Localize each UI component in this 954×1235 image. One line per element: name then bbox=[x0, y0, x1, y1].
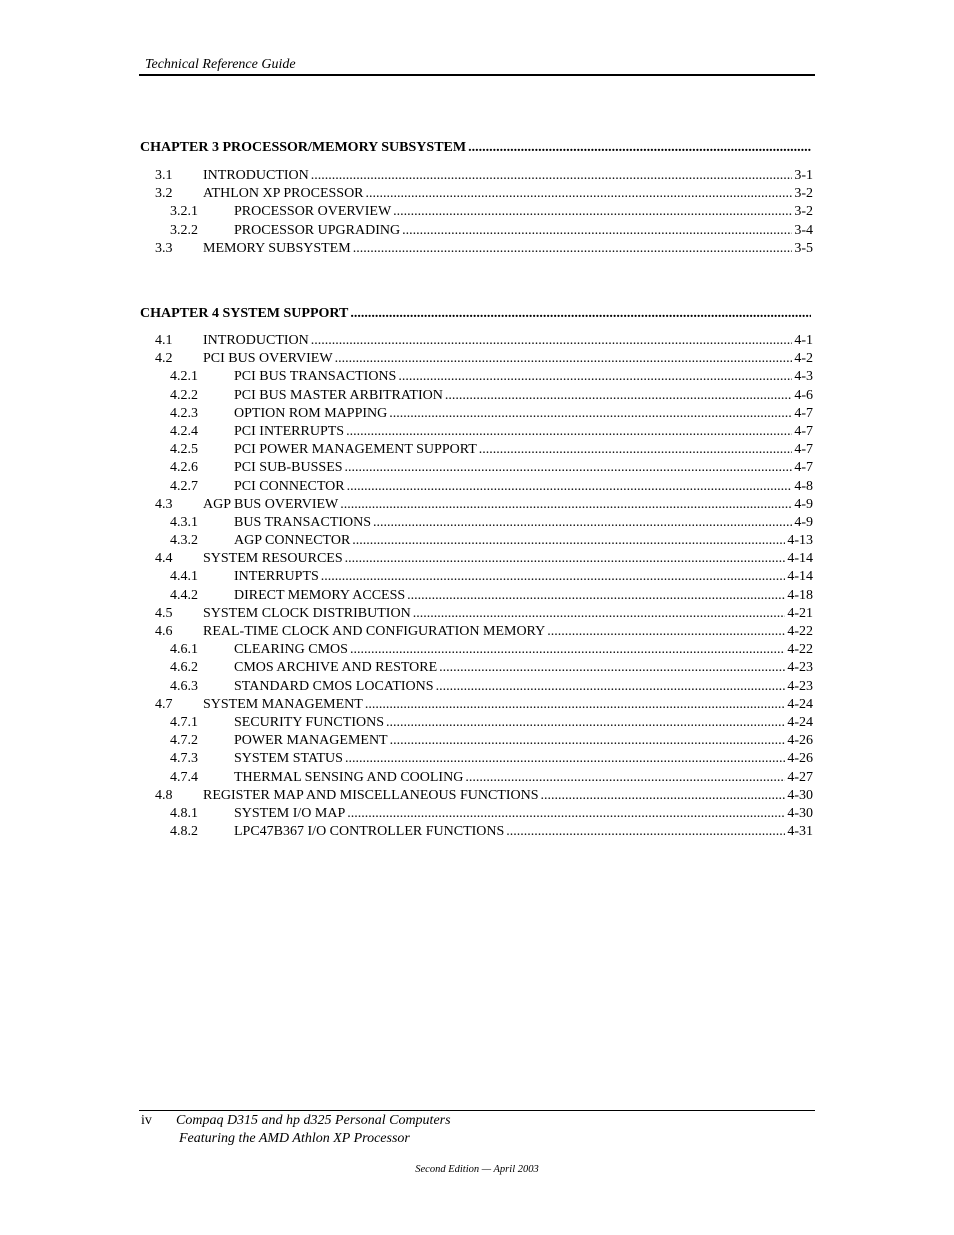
entry-page: 4-9 bbox=[794, 496, 813, 512]
dot-leader bbox=[407, 587, 785, 605]
entry-label: SYSTEM RESOURCES bbox=[203, 551, 343, 567]
entry-label: STANDARD CMOS LOCATIONS bbox=[234, 678, 434, 694]
dot-leader bbox=[345, 750, 785, 768]
toc-list bbox=[140, 167, 813, 258]
entry-page: 4-18 bbox=[787, 587, 813, 603]
dot-leader bbox=[393, 203, 792, 221]
dot-leader bbox=[389, 405, 792, 423]
entry-label: PCI BUS TRANSACTIONS bbox=[234, 369, 397, 385]
entry-number: 4.8 bbox=[155, 787, 173, 803]
toc-entry[interactable] bbox=[140, 240, 813, 258]
entry-label: ATHLON XP PROCESSOR bbox=[203, 186, 364, 202]
entry-page: 4-22 bbox=[787, 642, 813, 658]
toc-entry[interactable] bbox=[140, 605, 813, 623]
entry-label: BUS TRANSACTIONS bbox=[234, 514, 372, 530]
entry-label: SYSTEM MANAGEMENT bbox=[203, 696, 363, 712]
entry-label: PCI SUB-BUSSES bbox=[234, 460, 343, 476]
entry-page: 4-7 bbox=[794, 460, 813, 476]
toc-entry[interactable] bbox=[140, 732, 813, 750]
dot-leader bbox=[398, 368, 792, 386]
dot-leader bbox=[345, 459, 793, 477]
entry-label: INTRODUCTION bbox=[203, 168, 309, 183]
entry-page: 4-6 bbox=[794, 387, 813, 403]
entry-number: 4.2.1 bbox=[170, 369, 198, 385]
dot-leader bbox=[347, 805, 785, 823]
dot-leader bbox=[439, 659, 785, 677]
entry-page: 4-21 bbox=[787, 605, 813, 621]
entry-label: AGP BUS OVERVIEW bbox=[203, 496, 339, 512]
entry-number: 4.3.2 bbox=[170, 533, 198, 549]
dot-leader bbox=[436, 678, 786, 696]
dot-leader bbox=[386, 714, 785, 732]
toc-entry[interactable] bbox=[140, 769, 813, 787]
dot-leader bbox=[413, 605, 786, 623]
toc-entry[interactable] bbox=[140, 714, 813, 732]
entry-number: 4.4 bbox=[155, 551, 173, 567]
toc-entry[interactable] bbox=[140, 587, 813, 605]
entry-label: INTERRUPTS bbox=[234, 569, 319, 585]
entry-number: 4.6.1 bbox=[170, 642, 198, 658]
toc-entry[interactable] bbox=[140, 332, 813, 350]
toc-entry[interactable] bbox=[140, 167, 813, 185]
toc-entry[interactable] bbox=[140, 659, 813, 677]
entry-number: 4.8.1 bbox=[170, 805, 198, 821]
dot-leader bbox=[468, 140, 811, 156]
entry-number: 4.8.2 bbox=[170, 824, 198, 840]
dot-leader bbox=[506, 823, 785, 841]
toc-list bbox=[140, 332, 813, 841]
entry-page: 4-31 bbox=[787, 824, 813, 840]
dot-leader bbox=[352, 532, 785, 550]
entry-label: MEMORY SUBSYSTEM bbox=[203, 240, 351, 256]
dot-leader bbox=[347, 478, 793, 496]
entry-label: REAL-TIME CLOCK AND CONFIGURATION MEMORY bbox=[203, 624, 546, 639]
toc-entry[interactable] bbox=[140, 805, 813, 823]
dot-leader bbox=[365, 696, 785, 714]
entry-number: 4.6.3 bbox=[170, 678, 198, 694]
header-rule bbox=[139, 74, 815, 76]
toc-entry[interactable] bbox=[140, 387, 813, 405]
entry-label: INTRODUCTION bbox=[203, 333, 309, 348]
toc-entry[interactable] bbox=[140, 641, 813, 659]
entry-label: THERMAL SENSING AND COOLING bbox=[234, 769, 464, 785]
entry-label: PCI INTERRUPTS bbox=[234, 423, 345, 439]
entry-label: PROCESSOR UPGRADING bbox=[234, 222, 401, 238]
entry-page: 3-2 bbox=[794, 186, 813, 202]
dot-leader bbox=[311, 167, 793, 185]
toc-entry[interactable] bbox=[140, 550, 813, 568]
entry-label: PCI POWER MANAGEMENT SUPPORT bbox=[234, 442, 477, 458]
entry-page: 4-30 bbox=[787, 787, 813, 803]
entry-label: POWER MANAGEMENT bbox=[234, 733, 388, 749]
dot-leader bbox=[479, 441, 793, 459]
entry-number: 3.1 bbox=[155, 168, 173, 183]
entry-page: 4-24 bbox=[787, 714, 813, 730]
entry-number: 4.4.1 bbox=[170, 569, 198, 585]
toc-entry[interactable] bbox=[140, 478, 813, 496]
entry-label: AGP CONNECTOR bbox=[234, 533, 351, 549]
entry-label: DIRECT MEMORY ACCESS bbox=[234, 587, 406, 603]
entry-page: 3-1 bbox=[794, 168, 813, 183]
entry-page: 3-4 bbox=[794, 222, 813, 238]
entry-number: 4.2.4 bbox=[170, 423, 198, 439]
entry-number: 3.2.2 bbox=[170, 222, 198, 238]
dot-leader bbox=[346, 423, 792, 441]
entry-page: 4-8 bbox=[794, 478, 813, 494]
entry-number: 4.2.3 bbox=[170, 405, 198, 421]
entry-page: 4-14 bbox=[787, 569, 813, 585]
entry-page: 4-23 bbox=[787, 660, 813, 676]
entry-page: 4-3 bbox=[794, 369, 813, 385]
dot-leader bbox=[445, 387, 792, 405]
entry-number: 4.7.3 bbox=[170, 751, 198, 767]
chapter-heading[interactable] bbox=[140, 140, 813, 156]
chapter-heading[interactable] bbox=[140, 306, 813, 322]
toc-entry[interactable] bbox=[140, 696, 813, 714]
toc-entry[interactable] bbox=[140, 496, 813, 514]
header-title: Technical Reference Guide bbox=[145, 57, 296, 72]
toc-entry[interactable] bbox=[140, 185, 813, 203]
toc-entry[interactable] bbox=[140, 368, 813, 386]
entry-page: 3-2 bbox=[794, 204, 813, 220]
toc-entry[interactable] bbox=[140, 678, 813, 696]
entry-page: 3-5 bbox=[794, 240, 813, 256]
dot-leader bbox=[335, 350, 793, 368]
edition-note: Second Edition — April 2003 bbox=[415, 1164, 539, 1175]
dot-leader bbox=[373, 514, 792, 532]
entry-page: 4-27 bbox=[787, 769, 813, 785]
entry-label: REGISTER MAP AND MISCELLANEOUS FUNCTIONS bbox=[203, 787, 539, 803]
dot-leader bbox=[547, 623, 785, 641]
dot-leader bbox=[366, 185, 793, 203]
entry-label: OPTION ROM MAPPING bbox=[234, 405, 388, 421]
footer-product-title: Compaq D315 and hp d325 Personal Computers bbox=[176, 1113, 451, 1128]
entry-number: 4.2.7 bbox=[170, 478, 198, 494]
entry-number: 4.6.2 bbox=[170, 660, 198, 676]
entry-number: 4.2 bbox=[155, 351, 173, 367]
entry-page: 4-26 bbox=[787, 751, 813, 767]
entry-label: SECURITY FUNCTIONS bbox=[234, 714, 384, 730]
entry-number: 4.6 bbox=[155, 624, 173, 639]
entry-page: 4-24 bbox=[787, 696, 813, 712]
toc-entry[interactable] bbox=[140, 459, 813, 477]
dot-leader bbox=[402, 222, 792, 240]
entry-label: SYSTEM STATUS bbox=[234, 751, 343, 767]
entry-label: PCI BUS MASTER ARBITRATION bbox=[234, 387, 443, 403]
toc-entry[interactable] bbox=[140, 750, 813, 768]
entry-number: 4.2.6 bbox=[170, 460, 198, 476]
toc-entry[interactable] bbox=[140, 787, 813, 805]
entry-page: 4-9 bbox=[794, 514, 813, 530]
toc-entry[interactable] bbox=[140, 823, 813, 841]
toc-entry[interactable] bbox=[140, 423, 813, 441]
entry-number: 4.7.2 bbox=[170, 733, 198, 749]
entry-page: 4-2 bbox=[794, 351, 813, 367]
entry-page: 4-14 bbox=[787, 551, 813, 567]
toc-entry[interactable] bbox=[140, 203, 813, 221]
entry-page: 4-26 bbox=[787, 733, 813, 749]
entry-label: CLEARING CMOS bbox=[234, 642, 348, 658]
toc-entry[interactable] bbox=[140, 623, 813, 641]
entry-number: 4.3.1 bbox=[170, 514, 198, 530]
entry-number: 4.7.4 bbox=[170, 769, 198, 785]
entry-number: 4.4.2 bbox=[170, 587, 198, 603]
entry-page: 4-22 bbox=[787, 624, 813, 639]
dot-leader bbox=[350, 641, 785, 659]
dot-leader bbox=[390, 732, 786, 750]
dot-leader bbox=[345, 550, 786, 568]
dot-leader bbox=[350, 306, 811, 322]
entry-label: PROCESSOR OVERVIEW bbox=[234, 204, 392, 220]
entry-number: 3.2.1 bbox=[170, 204, 198, 220]
entry-label: SYSTEM I/O MAP bbox=[234, 805, 346, 821]
entry-number: 4.1 bbox=[155, 333, 173, 348]
entry-number: 4.3 bbox=[155, 496, 173, 512]
dot-leader bbox=[353, 240, 793, 258]
toc-entry[interactable] bbox=[140, 568, 813, 586]
dot-leader bbox=[311, 332, 793, 350]
entry-label: SYSTEM CLOCK DISTRIBUTION bbox=[203, 605, 411, 621]
chapter-title: CHAPTER 4 SYSTEM SUPPORT bbox=[140, 306, 349, 321]
entry-label: PCI CONNECTOR bbox=[234, 478, 345, 494]
entry-page: 4-7 bbox=[794, 405, 813, 421]
entry-number: 3.2 bbox=[155, 186, 173, 202]
chapter-title: CHAPTER 3 PROCESSOR/MEMORY SUBSYSTEM bbox=[140, 140, 467, 155]
entry-page: 4-1 bbox=[794, 333, 813, 348]
entry-label: PCI BUS OVERVIEW bbox=[203, 351, 333, 367]
toc-entry[interactable] bbox=[140, 405, 813, 423]
entry-number: 4.7 bbox=[155, 696, 173, 712]
entry-number: 4.2.2 bbox=[170, 387, 198, 403]
entry-page: 4-30 bbox=[787, 805, 813, 821]
entry-page: 4-7 bbox=[794, 442, 813, 458]
dot-leader bbox=[465, 769, 785, 787]
dot-leader bbox=[321, 568, 786, 586]
toc-entry[interactable] bbox=[140, 532, 813, 550]
toc-entry[interactable] bbox=[140, 222, 813, 240]
toc-entry[interactable] bbox=[140, 350, 813, 368]
entry-label: LPC47B367 I/O CONTROLLER FUNCTIONS bbox=[234, 824, 505, 840]
entry-label: CMOS ARCHIVE AND RESTORE bbox=[234, 660, 438, 676]
dot-leader bbox=[340, 496, 792, 514]
toc-entry[interactable] bbox=[140, 441, 813, 459]
footer-product-subtitle: Featuring the AMD Athlon XP Processor bbox=[179, 1131, 410, 1146]
entry-number: 3.3 bbox=[155, 240, 173, 256]
page-number: iv bbox=[141, 1113, 152, 1128]
dot-leader bbox=[541, 787, 786, 805]
entry-number: 4.5 bbox=[155, 605, 173, 621]
entry-page: 4-23 bbox=[787, 678, 813, 694]
entry-page: 4-13 bbox=[787, 533, 813, 549]
entry-page: 4-7 bbox=[794, 423, 813, 439]
entry-number: 4.2.5 bbox=[170, 442, 198, 458]
entry-number: 4.7.1 bbox=[170, 714, 198, 730]
toc-entry[interactable] bbox=[140, 514, 813, 532]
footer-rule bbox=[139, 1110, 815, 1111]
